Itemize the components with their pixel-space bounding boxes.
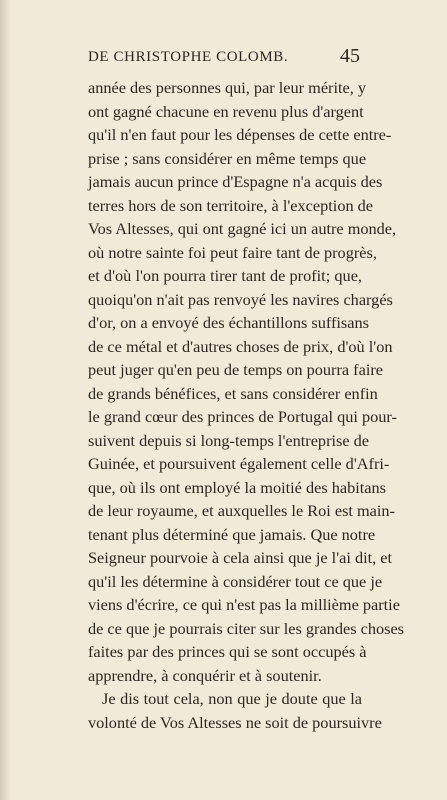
text-line: volonté de Vos Altesses ne soit de poursuivre bbox=[88, 712, 382, 732]
text-line: que, où ils ont employé la moitié des habitans bbox=[88, 477, 386, 497]
page-number: 45 bbox=[340, 45, 360, 67]
text-line: faites par des princes qui se sont occupés à bbox=[88, 642, 367, 661]
text-line: où notre sainte foi peut faire tant de progrès, bbox=[88, 242, 377, 262]
text-line: et d'où l'on pourra tirer tant de profit; que, bbox=[88, 266, 362, 285]
text-line: Seigneur pourvoie à cela ainsi que je l'ai dit, et bbox=[88, 548, 393, 567]
text-line: le grand cœur des princes de Portugal qui pour- bbox=[88, 407, 397, 426]
text-line: qu'il n'en faut pour les dépenses de cette entre- bbox=[88, 125, 392, 144]
text-line: peut juger qu'en peu de temps on pourra faire bbox=[88, 360, 383, 379]
text-line: Je dis tout cela, non que je doute que la bbox=[102, 689, 362, 708]
text-line: suivent depuis si long-temps l'entreprise de bbox=[88, 430, 370, 450]
text-line: de ce que je pourrais citer sur les grandes choses bbox=[88, 618, 405, 638]
text-line: Guinée, et poursuivent également celle d'Afri- bbox=[88, 454, 390, 473]
text-line: Vos Altesses, qui ont gagné ici un autre monde, bbox=[88, 219, 397, 238]
text-line: prise ; sans considérer en même temps que bbox=[88, 148, 367, 168]
text-line: viens d'écrire, ce qui n'est pas la millième partie bbox=[88, 595, 400, 614]
text-line: apprendre, à conquérir et à soutenir. bbox=[88, 665, 322, 685]
text-line: jamais aucun prince d'Espagne n'a acquis des bbox=[88, 172, 383, 191]
text-line: tenant plus déterminé que jamais. Que notre bbox=[88, 524, 376, 544]
text-line: qu'il les détermine à considérer tout ce que je bbox=[88, 571, 383, 591]
body-text bbox=[88, 76, 405, 734]
text-line: quoiqu'on n'ait pas renvoyé les navires chargés bbox=[88, 289, 393, 309]
text-line: terres hors de son territoire, à l'exception de bbox=[88, 195, 374, 215]
text-line: ont gagné chacune en revenu plus d'argent bbox=[88, 101, 364, 121]
running-header: DE CHRISTOPHE COLOMB. bbox=[88, 49, 289, 65]
text-line: de ce métal et d'autres choses de prix, d'où l'on bbox=[88, 336, 393, 356]
text-line: d'or, on a envoyé des échantillons suffisans bbox=[88, 313, 369, 332]
text-line: de grands bénéfices, et sans considérer enfin bbox=[88, 383, 378, 403]
text-line: de leur royaume, et auxquelles le Roi est main- bbox=[88, 501, 395, 520]
text-line: année des personnes qui, par leur mérite, y bbox=[88, 78, 367, 97]
page-gutter-shadow bbox=[0, 0, 10, 800]
